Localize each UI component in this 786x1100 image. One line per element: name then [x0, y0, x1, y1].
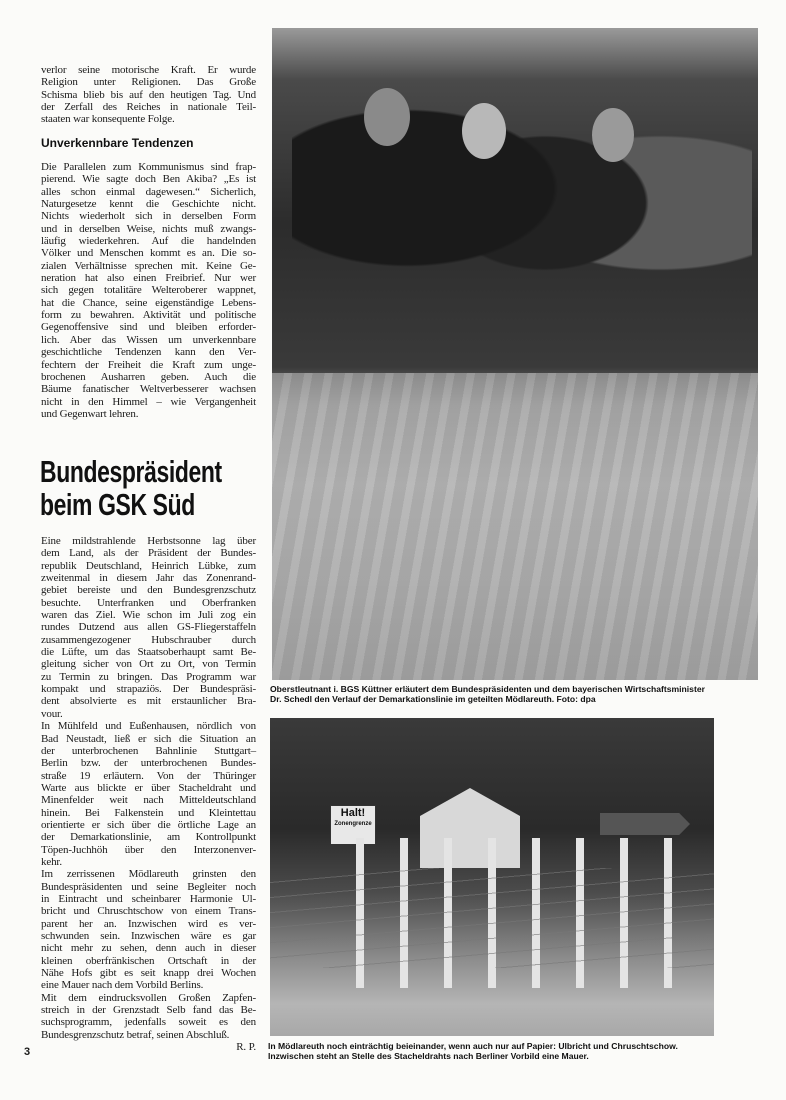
article-main-text [41, 535, 256, 1053]
headline [40, 455, 222, 521]
text-line: Nichts wiederholt sich in derselben Form [41, 210, 256, 223]
text-line: Die Parallelen zum Kommunismus sind frap- [41, 161, 256, 173]
text-line: gleitung sicher von Ort zu Ort, von Termin [41, 658, 256, 671]
text-line: geschichtliche Tendenzen kann den Ver- [41, 346, 256, 359]
photo-president-at-border-model [272, 28, 758, 680]
text-line: zialen Verhältnisse sprechen mit. Keine Ge- [41, 259, 256, 272]
text-line: Eine mildstrahlende Herbstsonne lag über [41, 535, 256, 547]
text-line: Bäume fanatischer Weltverbesserer wachsen [41, 383, 256, 396]
face [592, 108, 634, 162]
photo1-caption-line-2: Dr. Schedl den Verlauf der Demarkationslinie im geteilten Mödlareuth. Foto: dpa [270, 694, 596, 704]
text-line: nicht in den Himmel – wie Vergangenheit [41, 395, 256, 408]
crowd-figures [292, 68, 752, 368]
text-line: neration hat also einen Freibrief. Nur wer [41, 272, 256, 285]
text-line: und in derselben Weise, nichts muß zwangs- [41, 222, 256, 235]
text-line: republik Deutschland, Heinrich Lübke, zum [41, 559, 256, 572]
text-line: Minenfelder weit nach Mitteldeutschland [41, 794, 256, 807]
text-line: der Demarkationslinie, am Kontrollpunkt [41, 831, 256, 844]
text-line: hinein. Bei Falkenstein und Kleintettau [41, 806, 256, 819]
text-line: sich gegen totalitäre Welteroberer wappnet, [41, 284, 256, 297]
face [364, 88, 410, 146]
text-line: kompakt und strapaziös. Der Bundespräsi- [41, 683, 256, 696]
text-line: In Mühlfeld und Eußenhausen, nördlich von [41, 720, 256, 733]
text-line: Töpen-Juchhöh über den Interzonenver- [41, 843, 256, 856]
text-line: dent absolvierte es mit erstaunlicher Bra- [41, 695, 256, 708]
sign-line-1: Halt! [340, 807, 366, 819]
photo2-caption-line-1: In Mödlareuth noch einträchtig beieinander, wenn auch nur auf Papier: Ulbricht und Chruschtschow. [268, 1041, 678, 1051]
text-line: hat die Chance, seine eigenständige Lebens- [41, 296, 256, 309]
text-line: die Lüfte, um das Staatsoberhaupt samt Be- [41, 646, 256, 659]
text-line: verlor seine motorische Kraft. Er wurde [41, 64, 256, 76]
page-number: 3 [24, 1046, 31, 1058]
text-line: eine Mauer nach dem Vorbild Berlins. [41, 979, 204, 992]
text-line: schwunden sein. Inzwischen wäre es gar [41, 930, 256, 942]
text-line: Nähe Hofs gibt es seit knapp drei Wochen [41, 967, 256, 980]
text-line: Naturgesetze kennt die Geschichte nicht. [41, 198, 256, 211]
text-line: Mit dem eindrucksvollen Großen Zapfen- [41, 991, 256, 1004]
text-line: alles schon einmal dagewesen.“ Sicherlich, [41, 185, 256, 198]
text-line: kehr. [41, 855, 62, 868]
article-intro-text [41, 64, 256, 126]
text-line: zweitenmal in diesem Jahr das Zonenrand- [41, 572, 256, 585]
text-line: der Zerfall des Reiches in nationale Teil- [41, 101, 256, 114]
text-line: der unterbrochenen Bahnlinie Stuttgart– [41, 744, 256, 757]
text-line: läufig wiederkehren. Auf die handelnden [41, 235, 256, 248]
text-line: bricht und Chruschtschow von einem Trans- [41, 905, 256, 918]
text-line: in Eintracht und scheinbarer Harmonie Ul- [41, 892, 256, 905]
text-line: lich. Aber das Wissen um unverkennbare [41, 333, 256, 346]
photo2-caption-line-2: Inzwischen steht an Stelle des Stacheldrahts nach Berliner Vorbild eine Mauer. [268, 1051, 589, 1061]
photo1-caption-line-1: Oberstleutnant i. BGS Küttner erläutert dem Bundespräsidenten und dem bayerischen Wirtschaftsminister [270, 684, 705, 694]
text-line: staaten war konsequente Folge. [41, 113, 175, 126]
text-line: gebiet bereiste und den Bundesgrenzschutz [41, 584, 256, 597]
text-line: vour. [41, 707, 63, 720]
terrain-model [272, 373, 758, 680]
headline-line-2: beim GSK Süd [40, 487, 195, 522]
text-line: suchsprogramm, jedenfalls soweit es den [41, 1016, 256, 1029]
text-line: Im zerrissenen Mödlareuth grinsten den [41, 868, 256, 881]
text-line: parent her an. Inzwischen wird es ver- [41, 917, 256, 930]
text-line: Religion unter Religionen. Das Große [41, 76, 256, 89]
photo1-caption [270, 684, 705, 704]
text-line: nicht mehr zu sehen, denn auch in dieser [41, 942, 256, 955]
barbed-wire [270, 868, 714, 968]
text-line: brochenen Ausharren geben. Auch die [41, 370, 256, 383]
text-line: form zu bewahren. Aktivität und politische [41, 309, 256, 322]
face [462, 103, 506, 159]
direction-sign [600, 813, 690, 835]
text-line: straße 19 erläutern. Von der Thüringer [41, 769, 256, 782]
text-line: Bundespräsidenten und seine Begleiter noch [41, 880, 256, 893]
text-line: zu Termin zu bringen. Das Programm war [41, 670, 256, 683]
text-line: Bundesgrenzschutz betraf, seinen Abschluß. [41, 1028, 230, 1041]
text-line: waren das Ziel. Wie schon im Juli zog ein [41, 609, 256, 622]
sign-line-2: Zonengrenze [334, 821, 372, 827]
text-line: besuchte. Unterfranken und Oberfranken [41, 596, 256, 609]
text-line: Schisma blieb bis auf den heutigen Tag. Und [41, 88, 256, 101]
text-line: Völker und Menschen kommt es an. Die so- [41, 247, 256, 260]
headline-line-1: Bundespräsident [40, 454, 222, 489]
text-line: kleinen oberfränkischen Ortschaft in der [41, 954, 256, 967]
subheading: Unverkennbare Tendenzen [41, 136, 194, 150]
text-line: zusammengezogener Hubschrauber durch [41, 633, 256, 646]
text-line: Berlin bzw. der unterbrochenen Bundes- [41, 757, 256, 770]
text-line: pierend. Wie sagte doch Ben Akiba? „Es ist [41, 173, 256, 186]
author-signature: R. P. [236, 1041, 256, 1054]
article-tendencies-text [41, 161, 256, 420]
photo-border-fence-moedlareuth [270, 718, 714, 1036]
text-line: Gegenoffensive sind und bleiben erforder- [41, 321, 256, 334]
text-line: dem Land, als der Präsident der Bundes- [41, 547, 256, 560]
text-line: Warte aus blickte er über Stacheldraht und [41, 781, 256, 794]
text-line: und Gegenwart lehren. [41, 407, 139, 420]
text-line: streich in der Grenzstadt Selb fand das Be- [41, 1004, 256, 1017]
text-line: Bad Neustadt, ließ er sich die Situation an [41, 732, 256, 745]
text-line: orientierte er sich über die örtliche Lage an [41, 818, 256, 831]
photo2-caption [268, 1041, 678, 1061]
text-line: fechtern der Freiheit die Kraft zum unge- [41, 358, 256, 371]
text-line: rundes Dutzend aus allen GS-Fliegerstaffeln [41, 621, 256, 634]
